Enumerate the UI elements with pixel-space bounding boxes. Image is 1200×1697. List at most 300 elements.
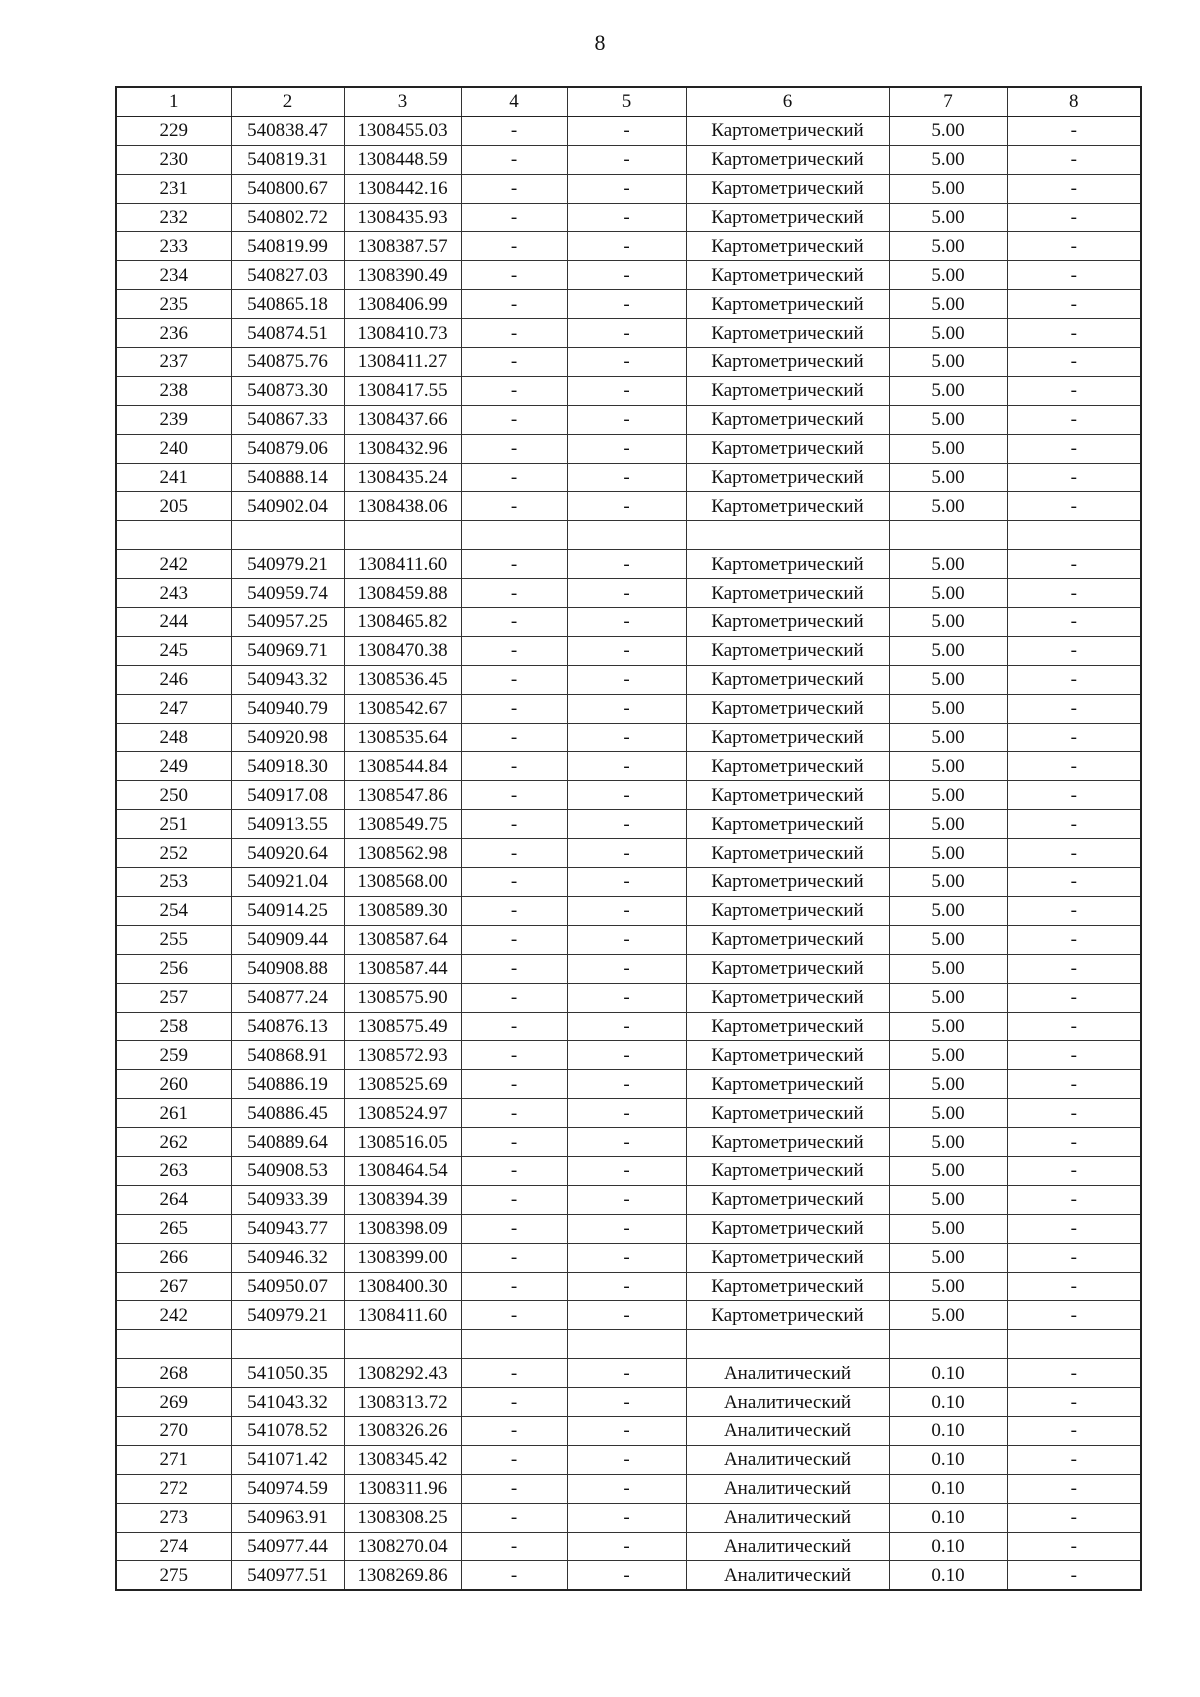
table-cell: Аналитический bbox=[686, 1532, 889, 1561]
table-cell: - bbox=[461, 405, 567, 434]
table-cell: Картометрический bbox=[686, 608, 889, 637]
table-cell: 540889.64 bbox=[231, 1128, 344, 1157]
table-cell: 540867.33 bbox=[231, 405, 344, 434]
table-cell: 5.00 bbox=[889, 174, 1007, 203]
table-cell: - bbox=[1007, 983, 1141, 1012]
empty-cell bbox=[686, 1330, 889, 1359]
table-cell: - bbox=[567, 145, 686, 174]
table-cell: 1308400.30 bbox=[344, 1272, 461, 1301]
table-cell: 5.00 bbox=[889, 1041, 1007, 1070]
table-cell: - bbox=[567, 550, 686, 579]
table-cell: 1308524.97 bbox=[344, 1099, 461, 1128]
table-cell: 243 bbox=[116, 579, 231, 608]
table-row bbox=[116, 1561, 1141, 1590]
table-cell: - bbox=[567, 954, 686, 983]
table-row bbox=[116, 1156, 1141, 1185]
table-cell: 5.00 bbox=[889, 405, 1007, 434]
table-cell: - bbox=[567, 1185, 686, 1214]
table-cell: 1308442.16 bbox=[344, 174, 461, 203]
table-cell: 268 bbox=[116, 1359, 231, 1388]
table-cell: Картометрический bbox=[686, 463, 889, 492]
table-cell: - bbox=[567, 694, 686, 723]
table-cell: Картометрический bbox=[686, 636, 889, 665]
table-header-row bbox=[116, 87, 1141, 116]
table-row bbox=[116, 1359, 1141, 1388]
table-cell: 248 bbox=[116, 723, 231, 752]
table-cell: 275 bbox=[116, 1561, 231, 1590]
table-cell: - bbox=[1007, 1388, 1141, 1417]
table-cell: - bbox=[1007, 723, 1141, 752]
table-row bbox=[116, 290, 1141, 319]
column-header: 4 bbox=[461, 87, 567, 116]
table-cell: 231 bbox=[116, 174, 231, 203]
table-cell: 1308516.05 bbox=[344, 1128, 461, 1157]
table-cell: Картометрический bbox=[686, 203, 889, 232]
table-cell: - bbox=[461, 1156, 567, 1185]
table-cell: 1308525.69 bbox=[344, 1070, 461, 1099]
table-cell: - bbox=[1007, 810, 1141, 839]
table-cell: 5.00 bbox=[889, 925, 1007, 954]
table-cell: 1308410.73 bbox=[344, 319, 461, 348]
table-cell: 540886.45 bbox=[231, 1099, 344, 1128]
table-separator-row bbox=[116, 521, 1141, 550]
table-row bbox=[116, 348, 1141, 377]
table-cell: - bbox=[1007, 1503, 1141, 1532]
table-cell: 1308455.03 bbox=[344, 116, 461, 145]
table-cell: - bbox=[567, 405, 686, 434]
table-cell: - bbox=[567, 579, 686, 608]
table-row bbox=[116, 232, 1141, 261]
table-cell: 1308568.00 bbox=[344, 868, 461, 897]
table-cell: Аналитический bbox=[686, 1445, 889, 1474]
table-cell: 5.00 bbox=[889, 434, 1007, 463]
table-cell: 233 bbox=[116, 232, 231, 261]
empty-cell bbox=[889, 1330, 1007, 1359]
table-cell: - bbox=[567, 636, 686, 665]
table-cell: 1308549.75 bbox=[344, 810, 461, 839]
table-cell: - bbox=[461, 723, 567, 752]
table-cell: - bbox=[461, 925, 567, 954]
empty-cell bbox=[1007, 521, 1141, 550]
table-cell: 1308390.49 bbox=[344, 261, 461, 290]
table-cell: 5.00 bbox=[889, 1185, 1007, 1214]
table-cell: - bbox=[461, 174, 567, 203]
table-cell: 5.00 bbox=[889, 781, 1007, 810]
table-row bbox=[116, 1474, 1141, 1503]
table-cell: 540921.04 bbox=[231, 868, 344, 897]
table-cell: - bbox=[567, 463, 686, 492]
table-cell: 262 bbox=[116, 1128, 231, 1157]
table-row bbox=[116, 1041, 1141, 1070]
table-cell: Картометрический bbox=[686, 868, 889, 897]
table-cell: - bbox=[1007, 839, 1141, 868]
table-row bbox=[116, 261, 1141, 290]
table-cell: 240 bbox=[116, 434, 231, 463]
table-row bbox=[116, 752, 1141, 781]
table-cell: 1308438.06 bbox=[344, 492, 461, 521]
table-cell: - bbox=[1007, 1416, 1141, 1445]
table-cell: 540920.64 bbox=[231, 839, 344, 868]
table-cell: - bbox=[1007, 1359, 1141, 1388]
table-cell: 540819.31 bbox=[231, 145, 344, 174]
table-cell: - bbox=[1007, 1099, 1141, 1128]
table-cell: - bbox=[567, 1099, 686, 1128]
table-cell: 5.00 bbox=[889, 1099, 1007, 1128]
table-cell: 5.00 bbox=[889, 752, 1007, 781]
table-cell: - bbox=[461, 348, 567, 377]
column-header: 8 bbox=[1007, 87, 1141, 116]
table-cell: 251 bbox=[116, 810, 231, 839]
column-header: 7 bbox=[889, 87, 1007, 116]
table-cell: 540874.51 bbox=[231, 319, 344, 348]
table-row bbox=[116, 1388, 1141, 1417]
table-cell: Картометрический bbox=[686, 405, 889, 434]
table-cell: - bbox=[1007, 954, 1141, 983]
table-cell: Аналитический bbox=[686, 1388, 889, 1417]
table-cell: Картометрический bbox=[686, 261, 889, 290]
table-cell: 242 bbox=[116, 1301, 231, 1330]
table-cell: 5.00 bbox=[889, 232, 1007, 261]
table-cell: - bbox=[1007, 868, 1141, 897]
table-cell: 230 bbox=[116, 145, 231, 174]
table-cell: - bbox=[567, 174, 686, 203]
table-cell: 253 bbox=[116, 868, 231, 897]
table-cell: - bbox=[567, 1070, 686, 1099]
table-cell: 267 bbox=[116, 1272, 231, 1301]
table-cell: - bbox=[461, 896, 567, 925]
table-cell: - bbox=[1007, 434, 1141, 463]
table-cell: - bbox=[461, 376, 567, 405]
table-cell: 5.00 bbox=[889, 868, 1007, 897]
table-cell: Аналитический bbox=[686, 1503, 889, 1532]
table-cell: - bbox=[567, 1532, 686, 1561]
table-cell: - bbox=[1007, 579, 1141, 608]
table-cell: 256 bbox=[116, 954, 231, 983]
table-cell: - bbox=[567, 1445, 686, 1474]
table-cell: 5.00 bbox=[889, 1128, 1007, 1157]
table-cell: Картометрический bbox=[686, 116, 889, 145]
table-cell: 1308399.00 bbox=[344, 1243, 461, 1272]
table-cell: 0.10 bbox=[889, 1388, 1007, 1417]
table-cell: 1308562.98 bbox=[344, 839, 461, 868]
table-cell: 540950.07 bbox=[231, 1272, 344, 1301]
table-cell: - bbox=[567, 348, 686, 377]
table-cell: - bbox=[567, 665, 686, 694]
column-header: 3 bbox=[344, 87, 461, 116]
table-cell: 260 bbox=[116, 1070, 231, 1099]
table-cell: 1308313.72 bbox=[344, 1388, 461, 1417]
table-row bbox=[116, 608, 1141, 637]
table-cell: - bbox=[1007, 261, 1141, 290]
table-cell: Картометрический bbox=[686, 1301, 889, 1330]
table-cell: 5.00 bbox=[889, 954, 1007, 983]
table-cell: - bbox=[1007, 925, 1141, 954]
table-cell: - bbox=[461, 810, 567, 839]
table-cell: 1308575.49 bbox=[344, 1012, 461, 1041]
table-cell: - bbox=[461, 1561, 567, 1590]
table-cell: - bbox=[567, 1503, 686, 1532]
table-cell: - bbox=[461, 1243, 567, 1272]
table-cell: 1308547.86 bbox=[344, 781, 461, 810]
table-cell: - bbox=[461, 492, 567, 521]
table-cell: 1308587.44 bbox=[344, 954, 461, 983]
table-cell: - bbox=[567, 1156, 686, 1185]
table-cell: 5.00 bbox=[889, 983, 1007, 1012]
table-cell: - bbox=[461, 1272, 567, 1301]
table-cell: 540959.74 bbox=[231, 579, 344, 608]
table-cell: - bbox=[461, 1128, 567, 1157]
table-cell: - bbox=[461, 636, 567, 665]
table-cell: - bbox=[567, 868, 686, 897]
table-row bbox=[116, 1128, 1141, 1157]
table-cell: - bbox=[1007, 896, 1141, 925]
table-cell: Картометрический bbox=[686, 579, 889, 608]
table-cell: - bbox=[567, 1012, 686, 1041]
table-cell: - bbox=[1007, 1532, 1141, 1561]
table-cell: - bbox=[461, 145, 567, 174]
table-cell: - bbox=[461, 319, 567, 348]
table-cell: - bbox=[1007, 608, 1141, 637]
table-row bbox=[116, 203, 1141, 232]
table-cell: - bbox=[461, 1214, 567, 1243]
table-cell: 540957.25 bbox=[231, 608, 344, 637]
table-cell: 540943.77 bbox=[231, 1214, 344, 1243]
table-cell: 540886.19 bbox=[231, 1070, 344, 1099]
table-cell: 540917.08 bbox=[231, 781, 344, 810]
table-cell: 271 bbox=[116, 1445, 231, 1474]
table-cell: 5.00 bbox=[889, 1214, 1007, 1243]
table-cell: 0.10 bbox=[889, 1532, 1007, 1561]
table-cell: Картометрический bbox=[686, 925, 889, 954]
table-row bbox=[116, 550, 1141, 579]
table-cell: 241 bbox=[116, 463, 231, 492]
empty-cell bbox=[116, 521, 231, 550]
table-cell: - bbox=[461, 665, 567, 694]
table-cell: - bbox=[1007, 203, 1141, 232]
table-cell: 5.00 bbox=[889, 694, 1007, 723]
table-cell: 1308542.67 bbox=[344, 694, 461, 723]
table-cell: Картометрический bbox=[686, 839, 889, 868]
empty-cell bbox=[231, 1330, 344, 1359]
table-cell: - bbox=[567, 925, 686, 954]
table-cell: - bbox=[461, 1301, 567, 1330]
table-cell: 1308535.64 bbox=[344, 723, 461, 752]
table-cell: 238 bbox=[116, 376, 231, 405]
table-cell: - bbox=[567, 608, 686, 637]
table-cell: Картометрический bbox=[686, 665, 889, 694]
table-cell: 254 bbox=[116, 896, 231, 925]
table-cell: 5.00 bbox=[889, 636, 1007, 665]
table-cell: 5.00 bbox=[889, 608, 1007, 637]
table-cell: - bbox=[461, 434, 567, 463]
table-cell: - bbox=[461, 1532, 567, 1561]
table-cell: - bbox=[461, 116, 567, 145]
table-cell: 540940.79 bbox=[231, 694, 344, 723]
table-separator-row bbox=[116, 1330, 1141, 1359]
table-row bbox=[116, 1532, 1141, 1561]
table-cell: 5.00 bbox=[889, 261, 1007, 290]
table-cell: 540908.88 bbox=[231, 954, 344, 983]
table-cell: - bbox=[567, 1214, 686, 1243]
empty-cell bbox=[344, 521, 461, 550]
table-cell: 5.00 bbox=[889, 579, 1007, 608]
table-cell: - bbox=[567, 290, 686, 319]
table-cell: 246 bbox=[116, 665, 231, 694]
table-cell: - bbox=[567, 1041, 686, 1070]
table-cell: Картометрический bbox=[686, 752, 889, 781]
table-cell: - bbox=[1007, 1128, 1141, 1157]
column-header: 1 bbox=[116, 87, 231, 116]
table-cell: 540943.32 bbox=[231, 665, 344, 694]
table-cell: Картометрический bbox=[686, 983, 889, 1012]
table-cell: 274 bbox=[116, 1532, 231, 1561]
table-cell: - bbox=[1007, 405, 1141, 434]
table-cell: 540933.39 bbox=[231, 1185, 344, 1214]
table-cell: - bbox=[567, 1243, 686, 1272]
table-cell: 1308387.57 bbox=[344, 232, 461, 261]
empty-cell bbox=[889, 521, 1007, 550]
page-number: 8 bbox=[594, 30, 606, 55]
table-row bbox=[116, 463, 1141, 492]
table-cell: 0.10 bbox=[889, 1474, 1007, 1503]
table-cell: 1308411.27 bbox=[344, 348, 461, 377]
table-cell: 236 bbox=[116, 319, 231, 348]
table-cell: 1308536.45 bbox=[344, 665, 461, 694]
table-cell: 541043.32 bbox=[231, 1388, 344, 1417]
table-cell: 1308292.43 bbox=[344, 1359, 461, 1388]
table-cell: 540977.51 bbox=[231, 1561, 344, 1590]
table-cell: - bbox=[567, 723, 686, 752]
empty-cell bbox=[567, 1330, 686, 1359]
table-cell: 1308270.04 bbox=[344, 1532, 461, 1561]
table-cell: - bbox=[567, 492, 686, 521]
table-cell: - bbox=[567, 1561, 686, 1590]
table-cell: 1308406.99 bbox=[344, 290, 461, 319]
table-row bbox=[116, 636, 1141, 665]
table-cell: - bbox=[567, 983, 686, 1012]
table-cell: 540876.13 bbox=[231, 1012, 344, 1041]
table-cell: - bbox=[1007, 1272, 1141, 1301]
table-cell: Картометрический bbox=[686, 1099, 889, 1128]
table-cell: 0.10 bbox=[889, 1416, 1007, 1445]
table-cell: 540868.91 bbox=[231, 1041, 344, 1070]
table-cell: - bbox=[567, 1301, 686, 1330]
table-cell: - bbox=[461, 1099, 567, 1128]
table-cell: 1308411.60 bbox=[344, 550, 461, 579]
table-cell: 540913.55 bbox=[231, 810, 344, 839]
table-cell: 242 bbox=[116, 550, 231, 579]
table-cell: 1308411.60 bbox=[344, 1301, 461, 1330]
table-cell: - bbox=[461, 232, 567, 261]
table-cell: 5.00 bbox=[889, 1301, 1007, 1330]
table-cell: - bbox=[1007, 1156, 1141, 1185]
table-cell: - bbox=[1007, 636, 1141, 665]
table-cell: - bbox=[567, 1388, 686, 1417]
table-cell: 244 bbox=[116, 608, 231, 637]
table-cell: - bbox=[461, 608, 567, 637]
table-cell: 235 bbox=[116, 290, 231, 319]
table-row bbox=[116, 954, 1141, 983]
table-cell: - bbox=[567, 261, 686, 290]
table-cell: 272 bbox=[116, 1474, 231, 1503]
table-cell: 540877.24 bbox=[231, 983, 344, 1012]
table-cell: 245 bbox=[116, 636, 231, 665]
table-cell: 1308398.09 bbox=[344, 1214, 461, 1243]
empty-cell bbox=[1007, 1330, 1141, 1359]
table-cell: 540979.21 bbox=[231, 1301, 344, 1330]
table-cell: - bbox=[567, 1128, 686, 1157]
table-cell: - bbox=[1007, 376, 1141, 405]
table-cell: 205 bbox=[116, 492, 231, 521]
table-cell: 540873.30 bbox=[231, 376, 344, 405]
table-row bbox=[116, 1301, 1141, 1330]
table-cell: 5.00 bbox=[889, 723, 1007, 752]
table-row bbox=[116, 319, 1141, 348]
table-cell: - bbox=[461, 550, 567, 579]
table-cell: - bbox=[1007, 145, 1141, 174]
table-cell: 540875.76 bbox=[231, 348, 344, 377]
table-cell: 540802.72 bbox=[231, 203, 344, 232]
table-cell: Картометрический bbox=[686, 550, 889, 579]
table-cell: 540879.06 bbox=[231, 434, 344, 463]
table-cell: 266 bbox=[116, 1243, 231, 1272]
table-cell: 5.00 bbox=[889, 290, 1007, 319]
table-cell: - bbox=[1007, 694, 1141, 723]
table-cell: - bbox=[461, 1503, 567, 1532]
table-cell: 0.10 bbox=[889, 1445, 1007, 1474]
table-cell: 5.00 bbox=[889, 1070, 1007, 1099]
table-cell: - bbox=[461, 579, 567, 608]
table-cell: 5.00 bbox=[889, 1243, 1007, 1272]
table-cell: 1308587.64 bbox=[344, 925, 461, 954]
table-cell: - bbox=[1007, 1012, 1141, 1041]
table-cell: Картометрический bbox=[686, 319, 889, 348]
table-cell: - bbox=[1007, 174, 1141, 203]
table-cell: Картометрический bbox=[686, 723, 889, 752]
empty-cell bbox=[686, 521, 889, 550]
table-cell: 540914.25 bbox=[231, 896, 344, 925]
table-cell: - bbox=[1007, 348, 1141, 377]
table-cell: 1308326.26 bbox=[344, 1416, 461, 1445]
table-cell: 5.00 bbox=[889, 839, 1007, 868]
table-cell: 540888.14 bbox=[231, 463, 344, 492]
table-cell: 540908.53 bbox=[231, 1156, 344, 1185]
table-cell: - bbox=[567, 752, 686, 781]
table-body bbox=[116, 116, 1141, 1590]
table-cell: - bbox=[1007, 1214, 1141, 1243]
table-cell: 541050.35 bbox=[231, 1359, 344, 1388]
table-row bbox=[116, 1070, 1141, 1099]
table-cell: - bbox=[567, 232, 686, 261]
table-cell: 1308308.25 bbox=[344, 1503, 461, 1532]
table-cell: Картометрический bbox=[686, 492, 889, 521]
column-header: 2 bbox=[231, 87, 344, 116]
table-cell: - bbox=[461, 1416, 567, 1445]
table-row bbox=[116, 434, 1141, 463]
table-cell: Картометрический bbox=[686, 434, 889, 463]
table-cell: 540865.18 bbox=[231, 290, 344, 319]
table-cell: Картометрический bbox=[686, 290, 889, 319]
table-cell: 540920.98 bbox=[231, 723, 344, 752]
table-cell: 5.00 bbox=[889, 145, 1007, 174]
table-cell: - bbox=[1007, 1243, 1141, 1272]
table-cell: - bbox=[461, 463, 567, 492]
table-cell: 540918.30 bbox=[231, 752, 344, 781]
table-cell: - bbox=[567, 1474, 686, 1503]
table-cell: - bbox=[1007, 232, 1141, 261]
table-cell: 1308575.90 bbox=[344, 983, 461, 1012]
table-cell: 1308464.54 bbox=[344, 1156, 461, 1185]
